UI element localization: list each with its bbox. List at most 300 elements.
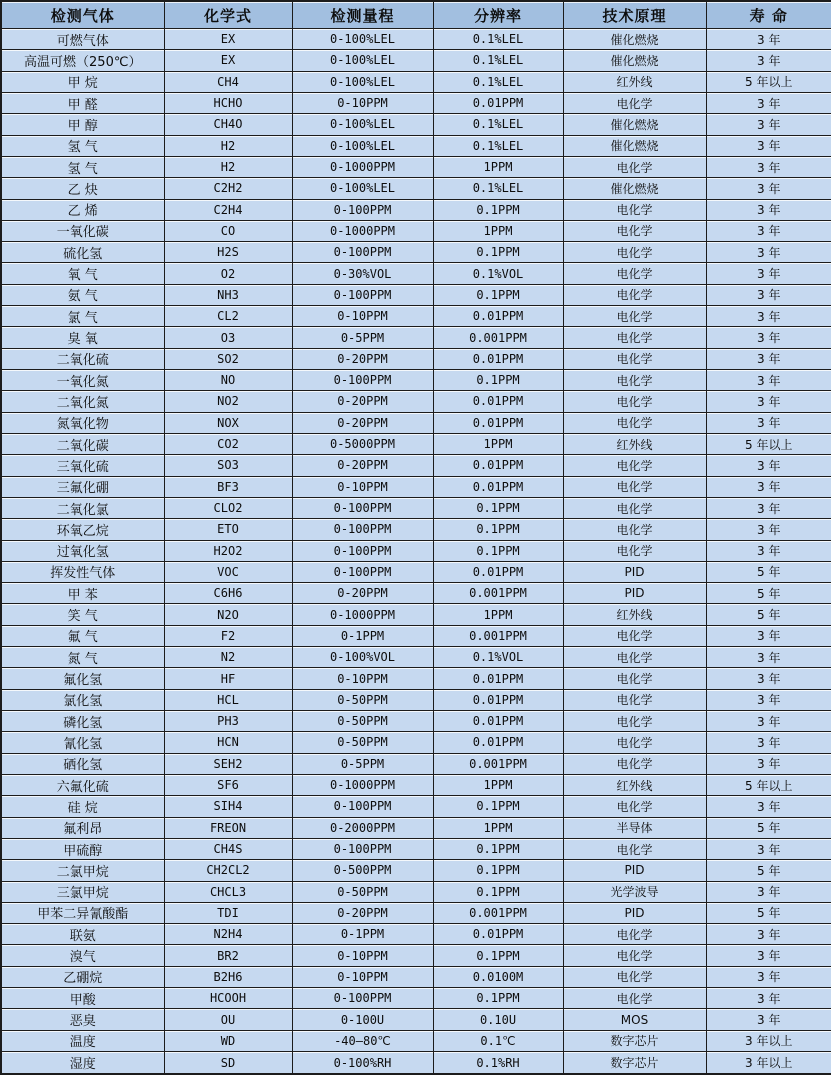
cell-formula: CH4S bbox=[164, 838, 292, 859]
cell-formula: SIH4 bbox=[164, 796, 292, 817]
cell-range: 0-100U bbox=[292, 1009, 433, 1030]
cell-gas: 氯 气 bbox=[1, 306, 164, 327]
cell-gas: 氧 气 bbox=[1, 263, 164, 284]
cell-resolution: 0.1%VOL bbox=[433, 647, 563, 668]
cell-gas: 温度 bbox=[1, 1030, 164, 1051]
cell-gas: 联氨 bbox=[1, 924, 164, 945]
cell-formula: B2H6 bbox=[164, 966, 292, 987]
cell-resolution: 0.1PPM bbox=[433, 860, 563, 881]
cell-principle: 电化学 bbox=[563, 753, 706, 774]
cell-lifespan: 3 年 bbox=[706, 114, 831, 135]
cell-resolution: 0.1PPM bbox=[433, 838, 563, 859]
table-row bbox=[1, 625, 831, 646]
cell-formula: BF3 bbox=[164, 476, 292, 497]
cell-lifespan: 3 年 bbox=[706, 284, 831, 305]
cell-resolution: 1PPM bbox=[433, 774, 563, 795]
cell-formula: H2O2 bbox=[164, 540, 292, 561]
cell-gas: 甲苯二异氰酸酯 bbox=[1, 902, 164, 923]
cell-principle: 电化学 bbox=[563, 327, 706, 348]
cell-range: 0-20PPM bbox=[292, 583, 433, 604]
cell-range: 0-100PPM bbox=[292, 284, 433, 305]
cell-resolution: 0.001PPM bbox=[433, 625, 563, 646]
table-row bbox=[1, 284, 831, 305]
table-row bbox=[1, 92, 831, 113]
table-row bbox=[1, 391, 831, 412]
cell-principle: 催化燃烧 bbox=[563, 29, 706, 50]
table-row bbox=[1, 29, 831, 50]
cell-principle: 电化学 bbox=[563, 156, 706, 177]
column-header-lifespan: 寿 命 bbox=[706, 1, 831, 29]
cell-range: 0-100%LEL bbox=[292, 135, 433, 156]
cell-lifespan: 5 年以上 bbox=[706, 71, 831, 92]
cell-principle: 电化学 bbox=[563, 199, 706, 220]
table-row bbox=[1, 966, 831, 987]
cell-gas: 湿度 bbox=[1, 1052, 164, 1075]
cell-formula: SEH2 bbox=[164, 753, 292, 774]
cell-range: 0-10PPM bbox=[292, 966, 433, 987]
cell-resolution: 0.01PPM bbox=[433, 455, 563, 476]
cell-range: 0-5PPM bbox=[292, 753, 433, 774]
cell-resolution: 0.1PPM bbox=[433, 945, 563, 966]
table-row bbox=[1, 412, 831, 433]
cell-lifespan: 3 年 bbox=[706, 838, 831, 859]
cell-resolution: 0.1PPM bbox=[433, 796, 563, 817]
table-row bbox=[1, 242, 831, 263]
cell-gas: 过氧化氢 bbox=[1, 540, 164, 561]
table-header bbox=[1, 1, 831, 29]
cell-resolution: 0.01PPM bbox=[433, 412, 563, 433]
cell-lifespan: 3 年 bbox=[706, 29, 831, 50]
column-header-resolution: 分辨率 bbox=[433, 1, 563, 29]
cell-gas: 硒化氢 bbox=[1, 753, 164, 774]
cell-resolution: 0.1%VOL bbox=[433, 263, 563, 284]
cell-formula: NO bbox=[164, 370, 292, 391]
cell-lifespan: 5 年 bbox=[706, 561, 831, 582]
table-row bbox=[1, 561, 831, 582]
cell-formula: HCL bbox=[164, 689, 292, 710]
cell-formula: SF6 bbox=[164, 774, 292, 795]
cell-gas: 氟 气 bbox=[1, 625, 164, 646]
cell-gas: 氮氧化物 bbox=[1, 412, 164, 433]
cell-formula: SO3 bbox=[164, 455, 292, 476]
table-row bbox=[1, 1030, 831, 1051]
cell-range: 0-1PPM bbox=[292, 924, 433, 945]
cell-resolution: 0.1%LEL bbox=[433, 71, 563, 92]
cell-formula: CHCL3 bbox=[164, 881, 292, 902]
cell-principle: 电化学 bbox=[563, 220, 706, 241]
cell-formula: NO2 bbox=[164, 391, 292, 412]
cell-principle: 电化学 bbox=[563, 348, 706, 369]
cell-formula: H2S bbox=[164, 242, 292, 263]
cell-principle: 电化学 bbox=[563, 519, 706, 540]
cell-gas: 氟利昂 bbox=[1, 817, 164, 838]
cell-gas: 恶臭 bbox=[1, 1009, 164, 1030]
cell-range: 0-100PPM bbox=[292, 497, 433, 518]
table-row bbox=[1, 476, 831, 497]
cell-range: 0-100%LEL bbox=[292, 71, 433, 92]
cell-resolution: 0.1PPM bbox=[433, 519, 563, 540]
cell-formula: EX bbox=[164, 50, 292, 71]
cell-range: 0-10PPM bbox=[292, 668, 433, 689]
table-row bbox=[1, 263, 831, 284]
cell-range: 0-20PPM bbox=[292, 455, 433, 476]
cell-resolution: 0.01PPM bbox=[433, 711, 563, 732]
cell-gas: 臭 氧 bbox=[1, 327, 164, 348]
cell-gas: 磷化氢 bbox=[1, 711, 164, 732]
cell-range: 0-100%LEL bbox=[292, 178, 433, 199]
cell-gas: 环氧乙烷 bbox=[1, 519, 164, 540]
cell-gas: 甲 醛 bbox=[1, 92, 164, 113]
cell-formula: HCHO bbox=[164, 92, 292, 113]
cell-formula: C2H4 bbox=[164, 199, 292, 220]
cell-lifespan: 3 年 bbox=[706, 199, 831, 220]
table-row bbox=[1, 796, 831, 817]
cell-lifespan: 5 年 bbox=[706, 604, 831, 625]
table-row bbox=[1, 753, 831, 774]
table-row bbox=[1, 604, 831, 625]
cell-lifespan: 3 年 bbox=[706, 263, 831, 284]
table-row bbox=[1, 924, 831, 945]
cell-lifespan: 3 年 bbox=[706, 689, 831, 710]
cell-lifespan: 5 年 bbox=[706, 817, 831, 838]
cell-lifespan: 3 年 bbox=[706, 625, 831, 646]
table-row bbox=[1, 348, 831, 369]
cell-gas: 氟化氢 bbox=[1, 668, 164, 689]
cell-formula: HCN bbox=[164, 732, 292, 753]
cell-principle: 电化学 bbox=[563, 838, 706, 859]
cell-range: 0-30%VOL bbox=[292, 263, 433, 284]
cell-principle: 电化学 bbox=[563, 796, 706, 817]
cell-principle: 光学波导 bbox=[563, 881, 706, 902]
cell-principle: PID bbox=[563, 860, 706, 881]
table-body bbox=[1, 29, 831, 1075]
cell-lifespan: 3 年 bbox=[706, 178, 831, 199]
cell-principle: 数字芯片 bbox=[563, 1052, 706, 1075]
cell-gas: 三氟化硼 bbox=[1, 476, 164, 497]
cell-range: 0-100%RH bbox=[292, 1052, 433, 1075]
cell-gas: 甲 醇 bbox=[1, 114, 164, 135]
cell-range: 0-500PPM bbox=[292, 860, 433, 881]
cell-resolution: 0.1PPM bbox=[433, 881, 563, 902]
cell-gas: 溴气 bbox=[1, 945, 164, 966]
cell-gas: 甲酸 bbox=[1, 988, 164, 1009]
cell-formula: O3 bbox=[164, 327, 292, 348]
table-row bbox=[1, 135, 831, 156]
cell-lifespan: 3 年 bbox=[706, 92, 831, 113]
cell-gas: 氯化氢 bbox=[1, 689, 164, 710]
cell-resolution: 0.01PPM bbox=[433, 924, 563, 945]
cell-range: -40—80℃ bbox=[292, 1030, 433, 1051]
cell-gas: 甲 烷 bbox=[1, 71, 164, 92]
cell-gas: 一氧化碳 bbox=[1, 220, 164, 241]
cell-gas: 乙硼烷 bbox=[1, 966, 164, 987]
cell-range: 0-5000PPM bbox=[292, 433, 433, 454]
cell-formula: N2O bbox=[164, 604, 292, 625]
table-row bbox=[1, 902, 831, 923]
cell-principle: 电化学 bbox=[563, 284, 706, 305]
cell-resolution: 0.001PPM bbox=[433, 327, 563, 348]
cell-principle: 电化学 bbox=[563, 924, 706, 945]
cell-principle: 电化学 bbox=[563, 540, 706, 561]
cell-lifespan: 3 年 bbox=[706, 50, 831, 71]
cell-principle: 电化学 bbox=[563, 412, 706, 433]
cell-principle: 催化燃烧 bbox=[563, 114, 706, 135]
cell-principle: 电化学 bbox=[563, 476, 706, 497]
table-row bbox=[1, 114, 831, 135]
cell-range: 0-100PPM bbox=[292, 988, 433, 1009]
cell-lifespan: 5 年以上 bbox=[706, 433, 831, 454]
cell-range: 0-1000PPM bbox=[292, 220, 433, 241]
cell-gas: 二氯甲烷 bbox=[1, 860, 164, 881]
cell-resolution: 0.01PPM bbox=[433, 689, 563, 710]
table-row bbox=[1, 370, 831, 391]
column-header-gas: 检测气体 bbox=[1, 1, 164, 29]
cell-resolution: 0.10U bbox=[433, 1009, 563, 1030]
cell-principle: 电化学 bbox=[563, 988, 706, 1009]
cell-formula: CLO2 bbox=[164, 497, 292, 518]
cell-formula: SD bbox=[164, 1052, 292, 1075]
table-row bbox=[1, 881, 831, 902]
cell-principle: 电化学 bbox=[563, 455, 706, 476]
cell-lifespan: 3 年 bbox=[706, 945, 831, 966]
cell-formula: C2H2 bbox=[164, 178, 292, 199]
cell-formula: TDI bbox=[164, 902, 292, 923]
table-row bbox=[1, 711, 831, 732]
table-row bbox=[1, 455, 831, 476]
cell-lifespan: 3 年 bbox=[706, 988, 831, 1009]
cell-formula: CO bbox=[164, 220, 292, 241]
cell-lifespan: 3 年以上 bbox=[706, 1030, 831, 1051]
cell-resolution: 0.01PPM bbox=[433, 668, 563, 689]
table-row bbox=[1, 860, 831, 881]
cell-range: 0-100PPM bbox=[292, 838, 433, 859]
cell-lifespan: 3 年 bbox=[706, 476, 831, 497]
cell-resolution: 0.1PPM bbox=[433, 988, 563, 1009]
cell-resolution: 0.1PPM bbox=[433, 284, 563, 305]
cell-principle: 催化燃烧 bbox=[563, 50, 706, 71]
cell-resolution: 1PPM bbox=[433, 604, 563, 625]
cell-gas: 笑 气 bbox=[1, 604, 164, 625]
cell-gas: 乙 炔 bbox=[1, 178, 164, 199]
cell-range: 0-100%LEL bbox=[292, 114, 433, 135]
cell-formula: EX bbox=[164, 29, 292, 50]
cell-range: 0-1000PPM bbox=[292, 604, 433, 625]
cell-formula: HF bbox=[164, 668, 292, 689]
cell-gas: 二氧化碳 bbox=[1, 433, 164, 454]
cell-formula: N2 bbox=[164, 647, 292, 668]
cell-resolution: 0.001PPM bbox=[433, 902, 563, 923]
cell-gas: 硅 烷 bbox=[1, 796, 164, 817]
cell-resolution: 0.1℃ bbox=[433, 1030, 563, 1051]
table-row bbox=[1, 156, 831, 177]
table-row bbox=[1, 71, 831, 92]
cell-principle: 电化学 bbox=[563, 647, 706, 668]
cell-range: 0-20PPM bbox=[292, 412, 433, 433]
cell-range: 0-1000PPM bbox=[292, 156, 433, 177]
cell-formula: CH4O bbox=[164, 114, 292, 135]
cell-formula: OU bbox=[164, 1009, 292, 1030]
cell-gas: 硫化氢 bbox=[1, 242, 164, 263]
cell-range: 0-20PPM bbox=[292, 902, 433, 923]
cell-gas: 三氯甲烷 bbox=[1, 881, 164, 902]
cell-formula: H2 bbox=[164, 135, 292, 156]
table-row bbox=[1, 327, 831, 348]
cell-principle: 数字芯片 bbox=[563, 1030, 706, 1051]
cell-lifespan: 5 年 bbox=[706, 860, 831, 881]
cell-range: 0-10PPM bbox=[292, 306, 433, 327]
cell-formula: FREON bbox=[164, 817, 292, 838]
cell-range: 0-20PPM bbox=[292, 391, 433, 412]
cell-lifespan: 3 年 bbox=[706, 497, 831, 518]
cell-gas: 甲硫醇 bbox=[1, 838, 164, 859]
cell-formula: PH3 bbox=[164, 711, 292, 732]
cell-formula: C6H6 bbox=[164, 583, 292, 604]
table-row bbox=[1, 668, 831, 689]
cell-range: 0-100PPM bbox=[292, 796, 433, 817]
cell-lifespan: 3 年 bbox=[706, 924, 831, 945]
column-header-formula: 化学式 bbox=[164, 1, 292, 29]
cell-formula: ETO bbox=[164, 519, 292, 540]
cell-principle: 催化燃烧 bbox=[563, 135, 706, 156]
cell-principle: 红外线 bbox=[563, 71, 706, 92]
cell-principle: 电化学 bbox=[563, 668, 706, 689]
table-row bbox=[1, 306, 831, 327]
cell-lifespan: 3 年 bbox=[706, 668, 831, 689]
cell-resolution: 0.01PPM bbox=[433, 476, 563, 497]
cell-principle: 电化学 bbox=[563, 966, 706, 987]
cell-principle: 电化学 bbox=[563, 92, 706, 113]
cell-lifespan: 5 年 bbox=[706, 902, 831, 923]
cell-principle: 电化学 bbox=[563, 263, 706, 284]
cell-range: 0-1000PPM bbox=[292, 774, 433, 795]
cell-principle: PID bbox=[563, 583, 706, 604]
cell-resolution: 0.0100M bbox=[433, 966, 563, 987]
cell-resolution: 0.1%RH bbox=[433, 1052, 563, 1075]
cell-lifespan: 3 年 bbox=[706, 391, 831, 412]
cell-resolution: 0.1PPM bbox=[433, 242, 563, 263]
cell-resolution: 0.01PPM bbox=[433, 92, 563, 113]
cell-lifespan: 3 年 bbox=[706, 242, 831, 263]
table-row bbox=[1, 732, 831, 753]
cell-lifespan: 3 年 bbox=[706, 711, 831, 732]
cell-range: 0-10PPM bbox=[292, 92, 433, 113]
cell-gas: 氮 气 bbox=[1, 647, 164, 668]
cell-range: 0-100%LEL bbox=[292, 50, 433, 71]
cell-resolution: 0.1PPM bbox=[433, 199, 563, 220]
cell-gas: 二氧化氯 bbox=[1, 497, 164, 518]
cell-lifespan: 3 年 bbox=[706, 455, 831, 476]
cell-resolution: 1PPM bbox=[433, 817, 563, 838]
cell-resolution: 0.1%LEL bbox=[433, 135, 563, 156]
table-row bbox=[1, 817, 831, 838]
cell-resolution: 0.01PPM bbox=[433, 348, 563, 369]
cell-resolution: 0.01PPM bbox=[433, 391, 563, 412]
cell-range: 0-100%VOL bbox=[292, 647, 433, 668]
cell-range: 0-20PPM bbox=[292, 348, 433, 369]
cell-range: 0-5PPM bbox=[292, 327, 433, 348]
cell-lifespan: 3 年 bbox=[706, 519, 831, 540]
cell-principle: 红外线 bbox=[563, 433, 706, 454]
table-row bbox=[1, 433, 831, 454]
cell-resolution: 0.1PPM bbox=[433, 540, 563, 561]
cell-principle: MOS bbox=[563, 1009, 706, 1030]
cell-formula: CH2CL2 bbox=[164, 860, 292, 881]
cell-gas: 可燃气体 bbox=[1, 29, 164, 50]
cell-formula: SO2 bbox=[164, 348, 292, 369]
cell-principle: 电化学 bbox=[563, 306, 706, 327]
cell-formula: HCOOH bbox=[164, 988, 292, 1009]
cell-range: 0-50PPM bbox=[292, 881, 433, 902]
cell-lifespan: 3 年 bbox=[706, 732, 831, 753]
table-row bbox=[1, 220, 831, 241]
table-row bbox=[1, 540, 831, 561]
table-row bbox=[1, 50, 831, 71]
cell-range: 0-100PPM bbox=[292, 540, 433, 561]
cell-gas: 氢 气 bbox=[1, 135, 164, 156]
cell-gas: 氢 气 bbox=[1, 156, 164, 177]
cell-resolution: 0.1PPM bbox=[433, 370, 563, 391]
cell-range: 0-100PPM bbox=[292, 199, 433, 220]
cell-range: 0-100PPM bbox=[292, 242, 433, 263]
cell-principle: 电化学 bbox=[563, 497, 706, 518]
cell-formula: CO2 bbox=[164, 433, 292, 454]
table-row bbox=[1, 988, 831, 1009]
cell-lifespan: 3 年 bbox=[706, 796, 831, 817]
cell-range: 0-50PPM bbox=[292, 732, 433, 753]
cell-gas: 六氟化硫 bbox=[1, 774, 164, 795]
cell-resolution: 0.01PPM bbox=[433, 306, 563, 327]
cell-resolution: 1PPM bbox=[433, 156, 563, 177]
cell-resolution: 0.001PPM bbox=[433, 753, 563, 774]
table-row bbox=[1, 689, 831, 710]
table-row bbox=[1, 774, 831, 795]
cell-principle: 电化学 bbox=[563, 689, 706, 710]
cell-principle: 红外线 bbox=[563, 604, 706, 625]
table-row bbox=[1, 519, 831, 540]
cell-range: 0-50PPM bbox=[292, 711, 433, 732]
cell-range: 0-2000PPM bbox=[292, 817, 433, 838]
cell-lifespan: 3 年 bbox=[706, 412, 831, 433]
cell-lifespan: 3 年 bbox=[706, 370, 831, 391]
cell-formula: NH3 bbox=[164, 284, 292, 305]
cell-range: 0-50PPM bbox=[292, 689, 433, 710]
table-row bbox=[1, 1009, 831, 1030]
cell-formula: N2H4 bbox=[164, 924, 292, 945]
cell-gas: 氰化氢 bbox=[1, 732, 164, 753]
cell-gas: 乙 烯 bbox=[1, 199, 164, 220]
cell-principle: 电化学 bbox=[563, 732, 706, 753]
cell-formula: F2 bbox=[164, 625, 292, 646]
cell-principle: 电化学 bbox=[563, 391, 706, 412]
cell-formula: NOX bbox=[164, 412, 292, 433]
cell-range: 0-100PPM bbox=[292, 561, 433, 582]
cell-gas: 二氧化氮 bbox=[1, 391, 164, 412]
cell-lifespan: 3 年 bbox=[706, 156, 831, 177]
table-row bbox=[1, 583, 831, 604]
cell-gas: 一氧化氮 bbox=[1, 370, 164, 391]
table-row bbox=[1, 647, 831, 668]
cell-principle: 电化学 bbox=[563, 370, 706, 391]
cell-range: 0-10PPM bbox=[292, 476, 433, 497]
cell-lifespan: 5 年以上 bbox=[706, 774, 831, 795]
cell-lifespan: 3 年 bbox=[706, 135, 831, 156]
cell-resolution: 0.01PPM bbox=[433, 561, 563, 582]
cell-lifespan: 5 年 bbox=[706, 583, 831, 604]
cell-resolution: 0.001PPM bbox=[433, 583, 563, 604]
cell-principle: 电化学 bbox=[563, 945, 706, 966]
cell-principle: 催化燃烧 bbox=[563, 178, 706, 199]
table-row bbox=[1, 178, 831, 199]
